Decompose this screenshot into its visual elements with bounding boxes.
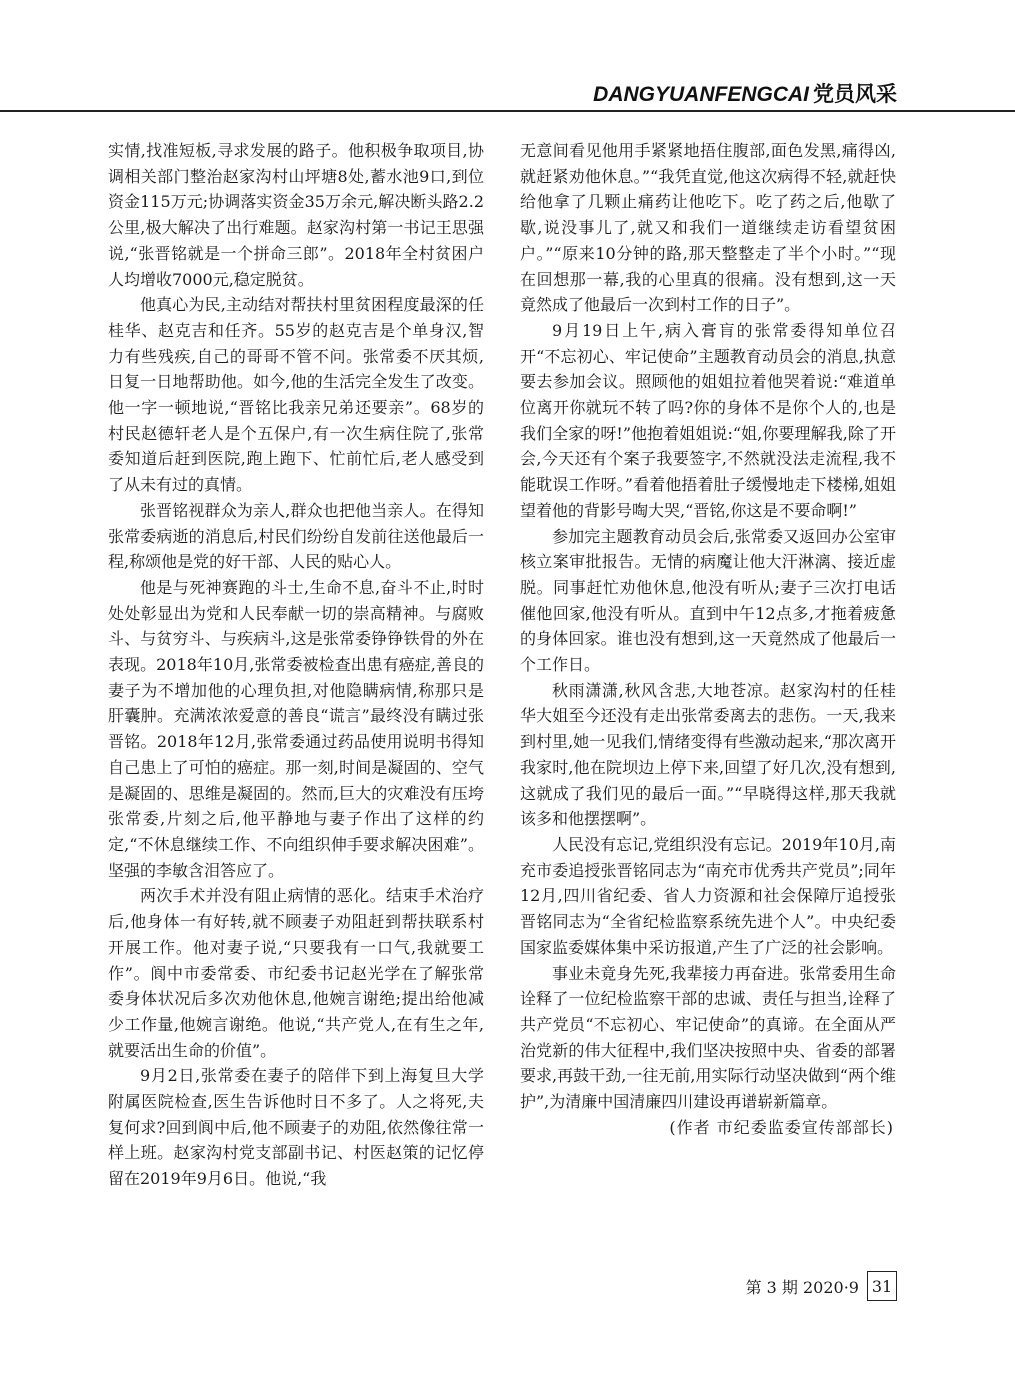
section-title-en: DANGYUANFENGCAI — [593, 83, 809, 106]
paragraph: 他真心为民,主动结对帮扶村里贫困程度最深的任桂华、赵克吉和任齐。55岁的赵克吉是个单身汉,智力有些残疾,自己的哥哥不管不问。张常委不厌其烦,日复一日地帮助他。如今,他的生活完全发生了改变。他一字一顿地说,“晋铭比我亲兄弟还要亲”。68岁的村民赵德轩老人是个五保户,有一次生病住院了,张常委知道后赶到医院,跑上跑下、忙前忙后,老人感受到了从未有过的真情。 — [108, 295, 484, 495]
paragraph: 9月19日上午,病入膏肓的张常委得知单位召开“不忘初心、牢记使命”主题教育动员会的消息,执意要去参加会议。照顾他的姐姐拉着他哭着说:“难道单位离开你就玩不转了吗?你的身体不是你个人的,也是我们全家的呀!”他抱着姐姐说:“姐,你要理解我,除了开会,今天还有个案子我要签字,不然就没法走流程,我不能耽误工作呀。”看着他捂着肚子缓慢地走下楼梯,姐姐望着他的背影号啕大哭,“晋铭,你这是不要命啊!” — [520, 320, 896, 520]
section-title — [593, 78, 897, 108]
paragraph: 秋雨潇潇,秋风含悲,大地苍凉。赵家沟村的任桂华大姐至今还没有走出张常委离去的悲伤。一天,我来到村里,她一见我们,情绪变得有些激动起来,“那次离开我家时,他在院坝边上停下来,回望了好几次,没有想到,这就成了我们见的最后一面。”“早晓得这样,那天我就该多和他摆摆啊”。 — [520, 680, 896, 829]
paragraph: 他是与死神赛跑的斗士,生命不息,奋斗不止,时时处处彰显出为党和人民奉献一切的崇高精神。与腐败斗、与贫穷斗、与疾病斗,这是张常委铮铮铁骨的外在表现。2018年10月,张常委被检查出患有癌症,善良的妻子为不增加他的心理负担,对他隐瞒病情,称那只是肝囊肿。充满浓浓爱意的善良“谎言”最终没有瞒过张晋铭。2018年12月,张常委通过药品使用说明书得知自己患上了可怕的癌症。那一刻,时间是凝固的、空气是凝固的、思维是凝固的。然而,巨大的灾难没有压垮张常委,片刻之后,他平静地与妻子作出了这样的约定,“不休息继续工作、不向组织伸手要求解决困难”。坚强的李敏含泪答应了。 — [108, 577, 484, 880]
paragraph: 实情,找准短板,寻求发展的路子。他积极争取项目,协调相关部门整治赵家沟村山坪塘8处,蓄水池9口,到位资金115万元;协调落实资金35万余元,解决断头路2.2公里,极大解决了出行难题。赵家沟村第一书记王思强说,“张晋铭就是一个拼命三郎”。2018年全村贫困户人均增收7000元,稳定脱贫。 — [108, 141, 484, 289]
paragraph: 参加完主题教育动员会后,张常委又返回办公室审核立案审批报告。无情的病魔让他大汗淋漓、接近虚脱。同事赶忙劝他休息,他没有听从;妻子三次打电话催他回家,他没有听从。直到中午12点多,才拖着疲惫的身体回家。谁也没有想到,这一天竟然成了他最后一个工作日。 — [520, 526, 896, 675]
paragraph: 两次手术并没有阻止病情的恶化。结束手术治疗后,他身体一有好转,就不顾妻子劝阻赶到帮扶联系村开展工作。他对妻子说,“只要我有一口气,我就要工作”。阆中市委常委、市纪委书记赵光学在了解张常委身体状况后多次劝他休息,他婉言谢绝;提出给他减少工作量,他婉言谢绝。他说,“共产党人,在有生之年,就要活出生命的价值”。 — [108, 886, 484, 1060]
paragraph: 张晋铭视群众为亲人,群众也把他当亲人。在得知张常委病逝的消息后,村民们纷纷自发前往送他最后一程,称颂他是党的好干部、人民的贴心人。 — [108, 500, 484, 572]
page-footer — [746, 1271, 897, 1301]
paragraph: 事业未竟身先死,我辈接力再奋进。张常委用生命诠释了一位纪检监察干部的忠诚、责任与担当,诠释了共产党员“不忘初心、牢记使命”的真谛。在全面从严治党新的伟大征程中,我们坚决按照中央、省委的部署要求,再鼓干劲,一往无前,用实际行动坚决做到“两个维护”,为清廉中国清廉四川建设再谱崭新篇章。 — [520, 963, 896, 1112]
right-column — [520, 138, 896, 1140]
left-column — [108, 138, 484, 1192]
paragraph: 9月2日,张常委在妻子的陪伴下到上海复旦大学附属医院检查,医生告诉他时日不多了。人之将死,夫复何求?回到阆中后,他不顾妻子的劝阻,依然像往常一样上班。赵家沟村党支部副书记、村医赵策的记忆停留在2019年9月6日。他说,“我 — [108, 1066, 484, 1189]
page-number: 31 — [867, 1271, 897, 1301]
paragraph: 无意间看见他用手紧紧地捂住腹部,面色发黑,痛得凶,就赶紧劝他休息。”“我凭直觉,他这次病得不轻,就赶快给他拿了几颗止痛药让他吃下。吃了药之后,他歇了歇,说没事儿了,就又和我们一道继续走访看望贫困户。”“原来10分钟的路,那天整整走了半个小时。”“现在回想那一幕,我的心里真的很痛。没有想到,这一天竟然成了他最后一次到村工作的日子”。 — [520, 141, 896, 315]
issue-label: 第 3 期 2020·9 — [745, 1277, 859, 1297]
paragraph: 人民没有忘记,党组织没有忘记。2019年10月,南充市委追授张晋铭同志为“南充市优秀共产党员”;同年12月,四川省纪委、省人力资源和社会保障厅追授张晋铭同志为“全省纪检监察系统先进个人”。中央纪委国家监委媒体集中采访报道,产生了广泛的社会影响。 — [520, 834, 896, 957]
section-title-zh: 党员风采 — [813, 82, 897, 106]
author-credit: (作者 市纪委监委宣传部部长) — [669, 1117, 894, 1137]
header-rule — [0, 110, 1015, 112]
